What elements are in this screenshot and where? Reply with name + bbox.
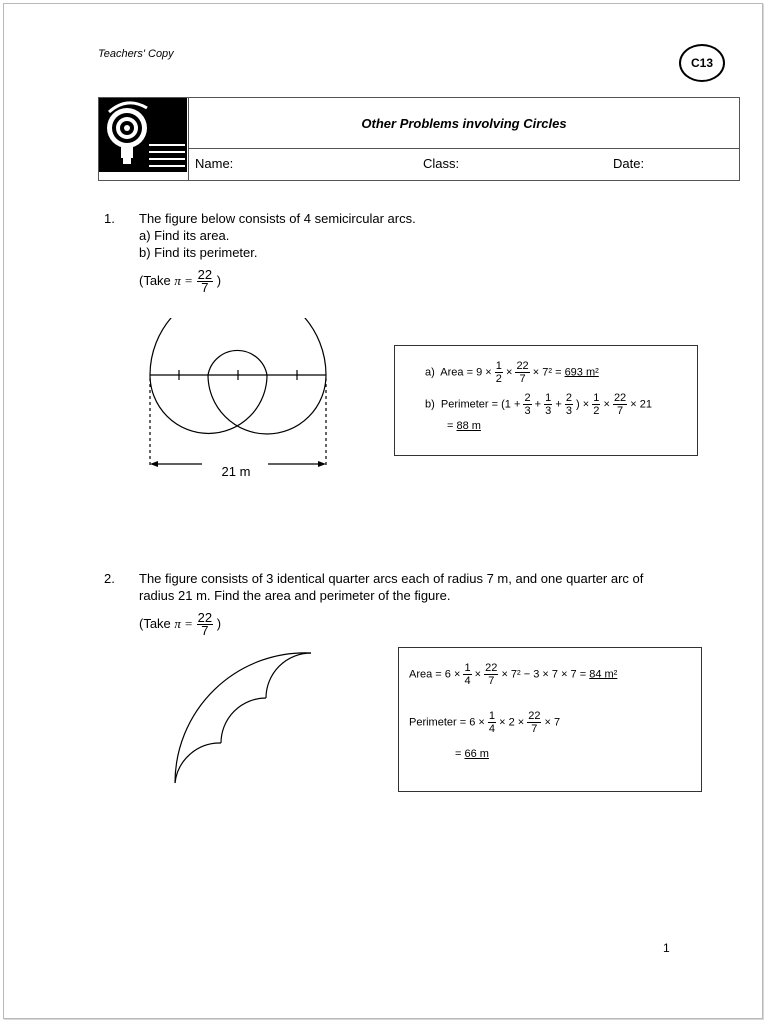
- worksheet-header: [98, 97, 740, 181]
- program-logo: [99, 98, 187, 172]
- quarter-arc-figure: [165, 648, 320, 788]
- perimeter-result-line: = 88 m: [447, 420, 481, 432]
- question-number: 1.: [104, 211, 115, 226]
- pi-numerator: 22: [197, 267, 213, 282]
- teachers-copy-label: Teachers' Copy: [98, 48, 174, 60]
- answer-box-2: [398, 647, 702, 792]
- area-result: 693 m²: [564, 366, 599, 379]
- question-text-line-2: radius 21 m. Find the area and perimeter of the figure.: [139, 588, 451, 603]
- small-quarter-arc-1: [266, 653, 311, 698]
- right-lower-arc: [208, 375, 326, 434]
- name-label: Name:: [195, 156, 234, 171]
- perimeter-answer-line: b) Perimeter = (1 + $\frac{2}{3}$ + $\frac{1}{3}$ + $\frac{2}{3}$ ) × $\frac{1}{2}$ × $\frac{22}{7}$ × 21: [425, 392, 652, 417]
- pi-denominator: 7: [201, 623, 209, 638]
- class-label: Class:: [423, 156, 460, 171]
- large-upper-arc: [150, 318, 326, 375]
- semicircle-figure: [140, 318, 340, 484]
- date-label: Date:: [613, 156, 645, 171]
- pi-fraction: [197, 612, 213, 637]
- perimeter-result: 88 m: [456, 420, 481, 432]
- question-1: [104, 211, 704, 263]
- pi-numerator: 22: [197, 610, 213, 625]
- worksheet-code-badge: C13: [679, 44, 725, 82]
- pi-symbol: π =: [174, 272, 193, 288]
- perimeter-result-line: = 66 m: [455, 748, 489, 760]
- area-result: 84 m²: [589, 668, 618, 681]
- take-suffix: ): [216, 272, 222, 288]
- pi-fraction: [197, 269, 213, 294]
- pi-approximation: [139, 612, 221, 637]
- small-quarter-arc-3: [175, 743, 221, 783]
- spiral-logo-icon: [99, 98, 187, 172]
- dimension-label: 21 m: [221, 464, 251, 479]
- right-arrow-icon: [318, 461, 326, 467]
- area-answer-line: Area = 6 × $\frac{1}{4}$ × $\frac{22}{7}$ × 7² − 3 × 7 × 7 = 84 m²: [409, 662, 618, 687]
- answer-box-1: [394, 345, 698, 456]
- take-suffix: ): [216, 615, 222, 631]
- question-text: The figure below consists of 4 semicircular arcs.: [139, 211, 416, 226]
- worksheet-title: Other Problems involving Circles: [188, 98, 739, 149]
- left-arrow-icon: [150, 461, 158, 467]
- pi-approximation: [139, 269, 221, 294]
- small-quarter-arc-2: [221, 698, 266, 743]
- perimeter-answer-line: Perimeter = 6 × $\frac{1}{4}$ × 2 × $\frac{22}{7}$ × 7: [409, 710, 561, 735]
- take-prefix: (Take: [139, 615, 171, 631]
- area-answer-line: a) Area = 9 × $\frac{1}{2}$ × $\frac{22}{7}$ × 7² = 693 m²: [425, 360, 599, 385]
- question-part-a: a) Find its area.: [139, 228, 230, 243]
- page-number: 1: [663, 941, 670, 955]
- pi-denominator: 7: [201, 280, 209, 295]
- question-part-b: b) Find its perimeter.: [139, 245, 258, 260]
- pi-symbol: π =: [174, 615, 193, 631]
- large-quarter-arc: [175, 653, 311, 783]
- question-number: 2.: [104, 571, 115, 586]
- question-2: [104, 571, 744, 605]
- student-info-row: [188, 148, 739, 180]
- perimeter-result: 66 m: [464, 748, 489, 760]
- take-prefix: (Take: [139, 272, 171, 288]
- question-text-line-1: The figure consists of 3 identical quarter arcs each of radius 7 m, and one quarter arc of: [139, 571, 644, 586]
